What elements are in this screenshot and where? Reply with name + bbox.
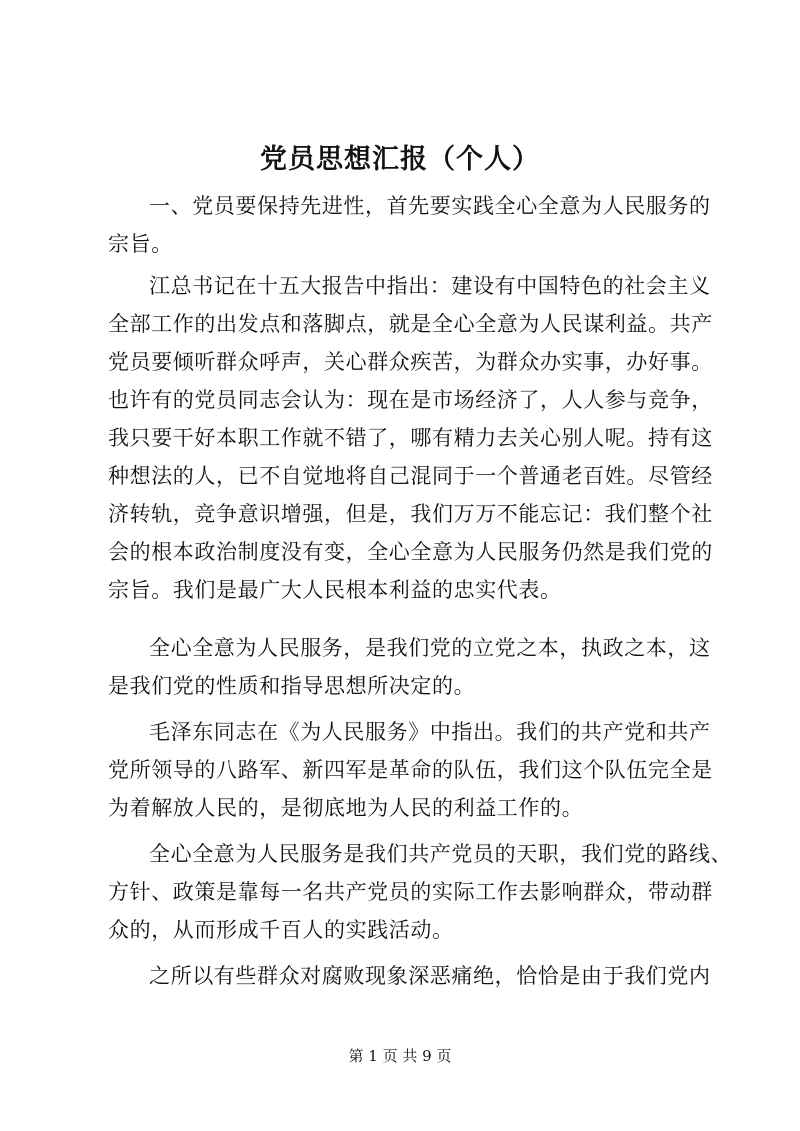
text-line: 一、党员要保持先进性，首先要实践全心全意为人民服务的 [149, 194, 711, 218]
text-line: 毛泽东同志在《为人民服务》中指出。我们的共产党和共产 [149, 720, 711, 744]
text-line: 也许有的党员同志会认为：现在是市场经济了，人人参与竞争， [108, 388, 713, 412]
text-line: 江总书记在十五大报告中指出：建设有中国特色的社会主义 [149, 274, 711, 298]
text-line: 全心全意为人民服务，是我们党的立党之本，执政之本，这 [149, 636, 711, 660]
document-title: 党员思想汇报（个人） [260, 144, 540, 175]
text-line: 方针、政策是靠每一名共产党员的实际工作去影响群众，带动群 [108, 880, 713, 904]
text-line: 种想法的人，已不自觉地将自己混同于一个普通老百姓。尽管经 [108, 464, 713, 488]
text-line: 为着解放人民的，是彻底地为人民的利益工作的。 [108, 796, 584, 820]
text-line: 全部工作的出发点和落脚点，就是全心全意为人民谋利益。共产 [108, 312, 713, 336]
text-line: 党所领导的八路军、新四军是革命的队伍，我们这个队伍完全是 [108, 758, 713, 782]
text-line: 宗旨。我们是最广大人民根本利益的忠实代表。 [108, 578, 562, 602]
text-line: 众的，从而形成千百人的实践活动。 [108, 918, 454, 942]
text-line: 宗旨。 [108, 232, 173, 256]
text-line: 之所以有些群众对腐败现象深恶痛绝，恰恰是由于我们党内 [149, 964, 711, 988]
text-line: 是我们党的性质和指导思想所决定的。 [108, 674, 476, 698]
text-line: 我只要干好本职工作就不错了，哪有精力去关心别人呢。持有这 [108, 426, 713, 450]
page-footer: 第 1 页 共 9 页 [348, 1047, 452, 1065]
text-line: 济转轨，竞争意识增强，但是，我们万万不能忘记：我们整个社 [108, 502, 713, 526]
text-line: 党员要倾听群众呼声，关心群众疾苦，为群众办实事，办好事。 [108, 350, 713, 374]
text-line: 会的根本政治制度没有变，全心全意为人民服务仍然是我们党的 [108, 540, 713, 564]
text-line: 全心全意为人民服务是我们共产党员的天职，我们党的路线、 [149, 842, 733, 866]
